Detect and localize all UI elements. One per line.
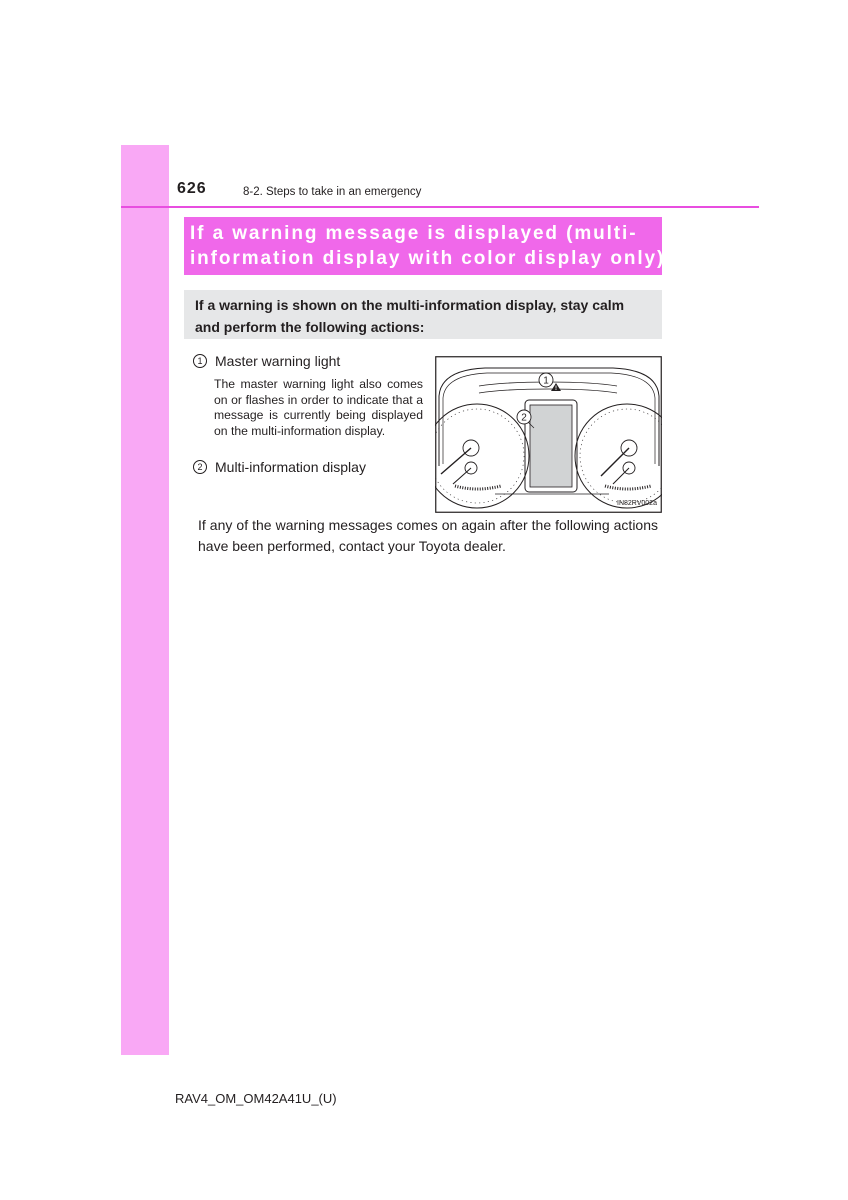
callout-1-label: 1 (543, 375, 549, 387)
warning-symbol: ! (555, 386, 557, 393)
callout-number-2: 2 (193, 460, 207, 474)
callout-number-1: 1 (193, 354, 207, 368)
figure-caption: IN82RV002a (617, 500, 657, 507)
heading-line-2: information display with color display only) (190, 248, 666, 269)
heading-line-1: If a warning message is displayed (multi- (190, 223, 638, 244)
page-number: 626 (177, 180, 207, 197)
callout-2-label: 2 (521, 412, 527, 424)
item-description-master-warning-light: The master warning light also comes on or flashes in order to indicate that a message is currently being displayed on the multi-information display. (214, 377, 423, 438)
chapter-side-tab (121, 145, 169, 1055)
instrument-cluster-illustration (435, 356, 662, 513)
intro-line-2: and perform the following actions: (195, 319, 425, 335)
item-label-multi-information-display: Multi-information display (215, 459, 366, 475)
warning-message-heading (184, 217, 666, 275)
section-title: 8-2. Steps to take in an emergency (243, 186, 422, 198)
item-label-master-warning-light: Master warning light (215, 353, 341, 369)
body-paragraph: If any of the warning messages comes on again after the following actions have been performed, contact your Toyota dealer. (198, 517, 658, 554)
header-divider (121, 206, 759, 208)
multi-information-display (530, 405, 572, 487)
intro-line-1: If a warning is shown on the multi-information display, stay calm (195, 297, 625, 313)
instrument-cluster-figure (435, 356, 662, 513)
item-master-warning-light (193, 353, 340, 369)
intro-box (184, 290, 662, 339)
footer-document-code: RAV4_OM_OM42A41U_(U) (175, 1091, 337, 1106)
item-multi-information-display (193, 459, 366, 475)
